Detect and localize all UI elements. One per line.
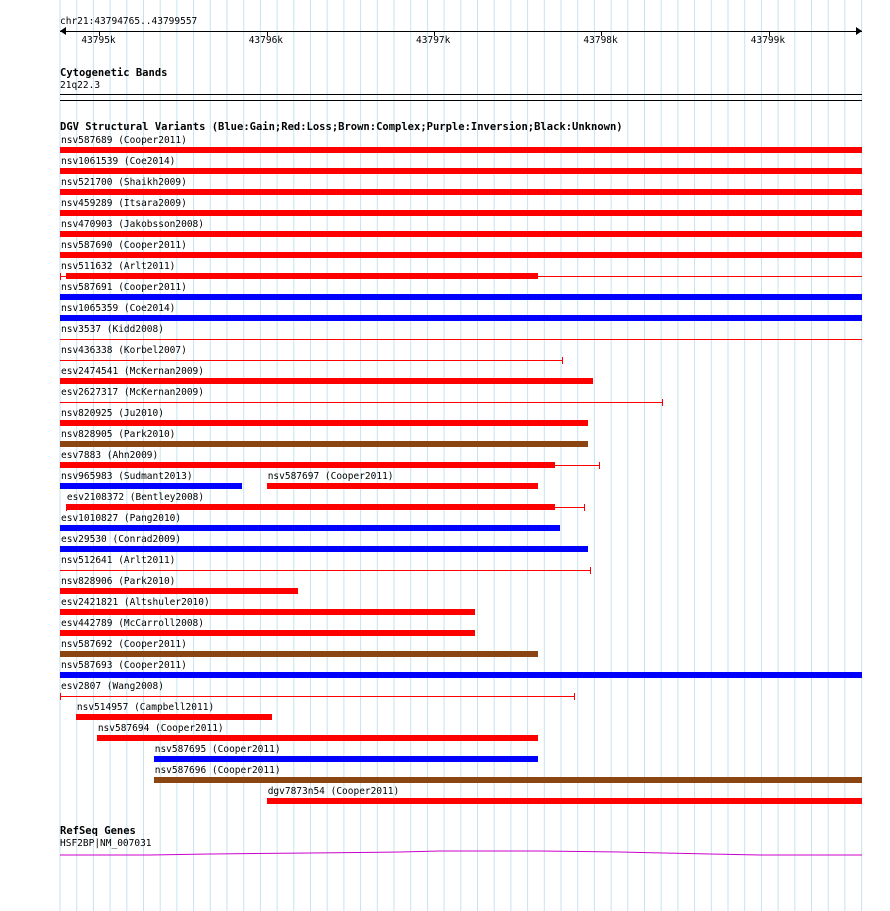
variant-bar[interactable] <box>60 525 560 531</box>
variant-label[interactable]: nsv1065359 (Coe2014) <box>61 303 176 314</box>
variant-bar[interactable] <box>60 147 862 153</box>
variant-label[interactable]: nsv820925 (Ju2010) <box>61 408 164 419</box>
variant-label[interactable]: nsv965983 (Sudmant2013) <box>61 471 193 482</box>
variant-bar[interactable] <box>60 546 588 552</box>
variant-bar[interactable] <box>60 441 588 447</box>
variant-label[interactable]: nsv587689 (Cooper2011) <box>61 135 187 146</box>
variant-label[interactable]: esv442789 (McCarroll2008) <box>61 618 204 629</box>
variant-label[interactable]: nsv459289 (Itsara2009) <box>61 198 187 209</box>
dgv-track-title: DGV Structural Variants (Blue:Gain;Red:Loss;Brown:Complex;Purple:Inversion;Black:Unknown) <box>60 121 623 133</box>
variant-line[interactable] <box>60 570 591 571</box>
variant-bar[interactable] <box>60 189 862 195</box>
ruler-tick-label: 43797k <box>416 35 451 46</box>
variant-bar[interactable] <box>60 672 862 678</box>
variant-bar[interactable] <box>60 651 538 657</box>
variant-label[interactable]: esv2474541 (McKernan2009) <box>61 366 204 377</box>
variant-bar[interactable] <box>154 756 538 762</box>
variant-label[interactable]: nsv521700 (Shaikh2009) <box>61 177 187 188</box>
variant-bar[interactable] <box>97 735 538 741</box>
refseq-gene-label[interactable]: HSF2BP|NM_007031 <box>60 838 152 849</box>
variant-bar[interactable] <box>60 315 862 321</box>
variant-bar[interactable] <box>267 483 538 489</box>
variant-label[interactable]: nsv1061539 (Coe2014) <box>61 156 176 167</box>
variant-bar[interactable] <box>76 714 272 720</box>
variant-label[interactable]: esv7883 (Ahn2009) <box>61 450 159 461</box>
ruler-tick-label: 43796k <box>248 35 284 46</box>
ruler-left-arrow-icon <box>60 27 66 35</box>
variant-end-cap <box>562 357 563 364</box>
variant-label[interactable]: nsv512641 (Arlt2011) <box>61 555 176 566</box>
variant-label[interactable]: nsv587691 (Cooper2011) <box>61 282 187 293</box>
variant-label[interactable]: dgv7873n54 (Cooper2011) <box>267 786 400 797</box>
ruler-tick-label: 43799k <box>750 35 786 46</box>
variant-bar[interactable] <box>60 483 242 489</box>
variant-bar[interactable] <box>60 168 862 174</box>
variant-bar[interactable] <box>60 420 588 426</box>
variant-label[interactable]: nsv587696 (Cooper2011) <box>154 765 281 776</box>
variant-label[interactable]: nsv3537 (Kidd2008) <box>61 324 164 335</box>
variant-bar[interactable] <box>66 273 538 279</box>
variant-label[interactable]: esv1010827 (Pang2010) <box>61 513 182 524</box>
variant-bar[interactable] <box>267 798 862 804</box>
ruler-axis[interactable] <box>60 31 862 32</box>
variant-bar[interactable] <box>60 630 475 636</box>
variant-label[interactable]: nsv587693 (Cooper2011) <box>61 660 187 671</box>
cytoband-band-bottom[interactable] <box>60 100 862 101</box>
variant-bar[interactable] <box>154 777 862 783</box>
variant-bar[interactable] <box>60 588 298 594</box>
ruler-tick-label: 43798k <box>583 35 618 46</box>
variant-label[interactable]: nsv511632 (Arlt2011) <box>61 261 176 272</box>
variant-start-cap <box>66 504 67 511</box>
variant-line[interactable] <box>60 360 563 361</box>
variant-end-cap <box>584 504 585 511</box>
variant-label[interactable]: nsv587694 (Cooper2011) <box>97 723 224 734</box>
variant-bar[interactable] <box>60 462 555 468</box>
variant-start-cap <box>60 693 61 700</box>
variant-label[interactable]: esv2627317 (McKernan2009) <box>61 387 204 398</box>
variant-label[interactable]: nsv587690 (Cooper2011) <box>61 240 187 251</box>
refseq-gene-line[interactable] <box>60 846 862 858</box>
variant-label[interactable]: nsv587697 (Cooper2011) <box>267 471 394 482</box>
variant-bar[interactable] <box>60 294 862 300</box>
variant-end-cap <box>590 567 591 574</box>
cytoband-band-top[interactable] <box>60 94 862 95</box>
variant-bar[interactable] <box>60 609 475 615</box>
variant-bar[interactable] <box>60 378 593 384</box>
variant-bar[interactable] <box>66 504 555 510</box>
variant-label[interactable]: esv2807 (Wang2008) <box>61 681 164 692</box>
cytoband-track-title: Cytogenetic Bands <box>60 67 168 79</box>
variant-label[interactable]: nsv587695 (Cooper2011) <box>154 744 281 755</box>
variant-label[interactable]: esv2108372 (Bentley2008) <box>66 492 205 503</box>
variant-start-cap <box>60 273 61 280</box>
variant-line[interactable] <box>60 339 862 340</box>
variant-label[interactable]: nsv587692 (Cooper2011) <box>61 639 187 650</box>
variant-end-cap <box>599 462 600 469</box>
variant-label[interactable]: esv29530 (Conrad2009) <box>61 534 182 545</box>
variant-bar[interactable] <box>60 231 862 237</box>
variant-end-cap <box>574 693 575 700</box>
variant-label[interactable]: nsv828906 (Park2010) <box>61 576 176 587</box>
variant-bar[interactable] <box>60 252 862 258</box>
variant-line[interactable] <box>60 696 575 697</box>
variant-label[interactable]: nsv470903 (Jakobsson2008) <box>61 219 204 230</box>
variant-label[interactable]: nsv828905 (Park2010) <box>61 429 176 440</box>
variant-end-cap <box>662 399 663 406</box>
ruler-right-arrow-icon <box>856 27 862 35</box>
ruler-tick-label: 43795k <box>81 35 116 46</box>
variant-label[interactable]: nsv436338 (Korbel2007) <box>61 345 187 356</box>
ruler-location: chr21:43794765..43799557 <box>60 16 198 27</box>
cytoband-label: 21q22.3 <box>60 80 101 91</box>
refseq-track-title: RefSeq Genes <box>60 825 136 837</box>
variant-label[interactable]: nsv514957 (Campbell2011) <box>76 702 215 713</box>
variant-bar[interactable] <box>60 210 862 216</box>
variant-line[interactable] <box>60 402 663 403</box>
variant-label[interactable]: esv2421821 (Altshuler2010) <box>61 597 210 608</box>
